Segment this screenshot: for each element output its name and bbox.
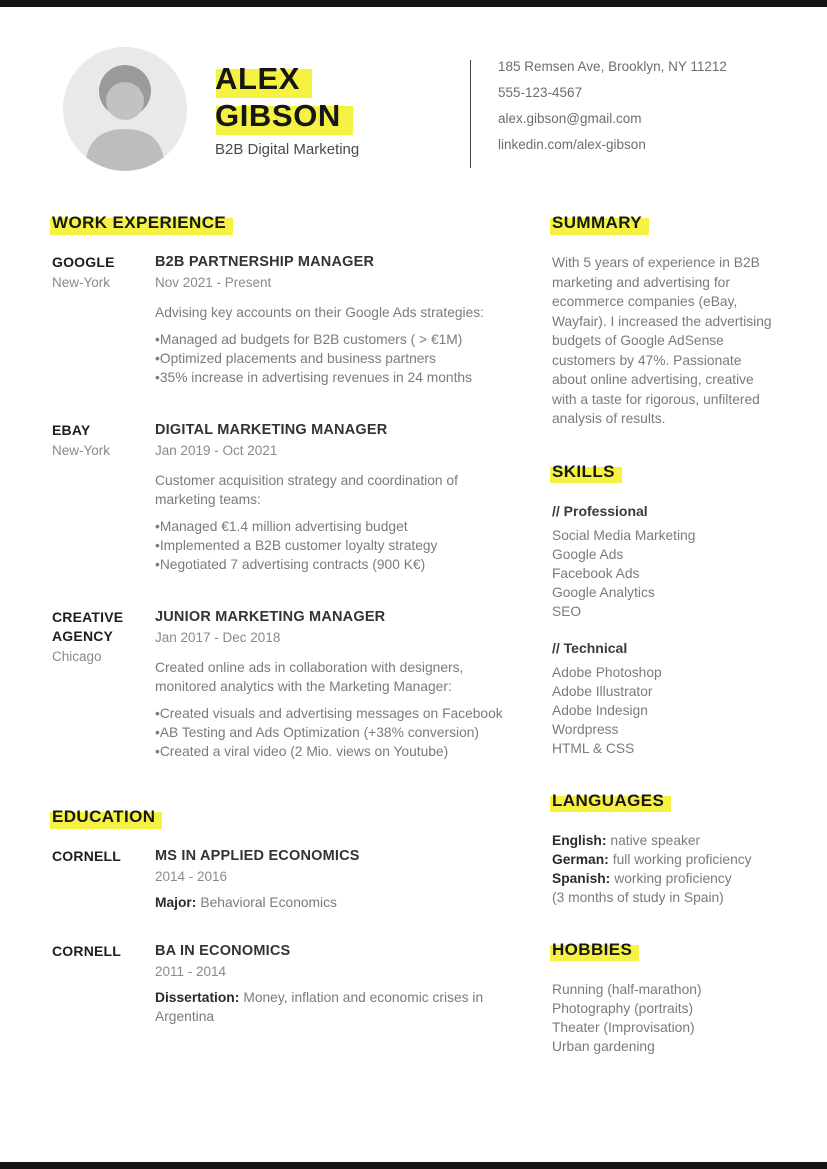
- contact-email: alex.gibson@gmail.com: [498, 111, 642, 126]
- summary-heading: SUMMARY: [552, 213, 642, 232]
- skill-item: Social Media Marketing: [552, 527, 696, 543]
- skill-group-technical: [552, 639, 776, 758]
- skill-item: Adobe Indesign: [552, 702, 648, 718]
- header: [0, 0, 827, 171]
- skill-item: HTML & CSS: [552, 740, 635, 756]
- skill-item: Google Analytics: [552, 584, 655, 600]
- person-silhouette-icon: [63, 47, 187, 171]
- company-location: Chicago: [52, 649, 102, 664]
- education-heading: EDUCATION: [52, 807, 156, 826]
- main-column: [52, 213, 515, 1089]
- language-level: full working proficiency: [612, 851, 752, 867]
- education-entry-ba: [52, 942, 515, 1026]
- person-name: [215, 60, 462, 134]
- job-bullet: • Optimized placements and business partners: [155, 349, 515, 368]
- language-line: [552, 888, 776, 907]
- job-side: [52, 421, 155, 574]
- company-location: New-York: [52, 275, 111, 290]
- job-bullet: • Created visuals and advertising messages on Facebook: [155, 704, 515, 723]
- education-side: [52, 942, 155, 1026]
- hobby-item: Photography (portraits): [552, 1000, 694, 1016]
- degree-detail-label: Major:: [155, 895, 197, 910]
- company-name: CREATIVE AGENCY: [52, 609, 124, 644]
- job-bullet: • Managed ad budgets for B2B customers ( > €1M): [155, 330, 515, 349]
- job-entry-creative-agency: [52, 608, 515, 761]
- job-dates: Jan 2017 - Dec 2018: [155, 630, 281, 645]
- education-main: [155, 942, 515, 1026]
- profile-photo: [63, 47, 187, 171]
- name-block: [215, 47, 462, 158]
- job-title: JUNIOR MARKETING MANAGER: [155, 609, 386, 625]
- job-dates: Nov 2021 - Present: [155, 275, 272, 290]
- job-bullet-list: [155, 704, 515, 761]
- skill-item: Adobe Photoshop: [552, 664, 662, 680]
- skill-item: Facebook Ads: [552, 565, 640, 581]
- hobbies-section: [552, 940, 776, 1056]
- skill-item: SEO: [552, 603, 582, 619]
- job-side: [52, 608, 155, 761]
- company-name: GOOGLE: [52, 254, 115, 270]
- school-name: CORNELL: [52, 943, 122, 959]
- job-intro: Created online ads in collaboration with designers, monitored analytics with the Marketing Manager:: [155, 660, 464, 694]
- job-bullet-list: [155, 330, 515, 387]
- job-title: B2B PARTNERSHIP MANAGER: [155, 254, 375, 270]
- language-level: (3 months of study in Spain): [552, 889, 724, 905]
- summary-section: [552, 213, 776, 429]
- degree-detail-text: Behavioral Economics: [200, 895, 337, 910]
- education-entry-ms: [52, 847, 515, 912]
- job-bullet: • Negotiated 7 advertising contracts (900 K€): [155, 555, 515, 574]
- job-intro: Advising key accounts on their Google Ads strategies:: [155, 305, 485, 320]
- contact-linkedin: linkedin.com/alex-gibson: [498, 137, 646, 152]
- job-bullet: • Implemented a B2B customer loyalty strategy: [155, 536, 515, 555]
- job-entry-ebay: [52, 421, 515, 574]
- first-name: ALEX: [215, 61, 301, 96]
- company-name: EBAY: [52, 422, 91, 438]
- degree-dates: 2014 - 2016: [155, 869, 228, 884]
- job-bullet: • Managed €1.4 million advertising budget: [155, 517, 515, 536]
- school-name: CORNELL: [52, 848, 122, 864]
- job-intro: Customer acquisition strategy and coordination of marketing teams:: [155, 473, 458, 507]
- language-level: native speaker: [610, 832, 701, 848]
- skill-group-professional: [552, 502, 776, 621]
- resume-body: [0, 171, 827, 1089]
- sidebar-column: [552, 213, 776, 1089]
- contact-address: 185 Remsen Ave, Brooklyn, NY 11212: [498, 59, 727, 74]
- job-entry-google: [52, 253, 515, 387]
- education-main: [155, 847, 515, 912]
- bottom-accent-bar: [0, 1162, 827, 1169]
- language-line: [552, 831, 776, 850]
- summary-text: With 5 years of experience in B2B marketing and advertising for ecommerce companies (eBay, Wayfair). I increased the advertising budgets of Google AdSense customers by 47%. Passionate about online advertising, creative with a taste for rigorous, unfiltered analysis of results.: [552, 255, 772, 426]
- language-level: working proficiency: [614, 870, 732, 886]
- job-bullet: • AB Testing and Ads Optimization (+38% conversion): [155, 723, 515, 742]
- language-line: [552, 869, 776, 888]
- job-side: [52, 253, 155, 387]
- last-name: GIBSON: [215, 98, 341, 133]
- company-location: New-York: [52, 443, 111, 458]
- language-name: Spanish:: [552, 870, 611, 886]
- skills-heading: SKILLS: [552, 461, 615, 481]
- job-title: DIGITAL MARKETING MANAGER: [155, 422, 388, 438]
- job-bullet-list: [155, 517, 515, 574]
- job-headline: B2B Digital Marketing: [215, 141, 360, 158]
- job-bullet: • 35% increase in advertising revenues in 24 months: [155, 368, 515, 387]
- job-main: [155, 253, 515, 387]
- job-main: [155, 421, 515, 574]
- skills-section: [552, 462, 776, 758]
- skill-item: Google Ads: [552, 546, 624, 562]
- hobbies-heading: HOBBIES: [552, 939, 633, 959]
- skill-item: Adobe Illustrator: [552, 683, 653, 699]
- top-accent-bar: [0, 0, 827, 7]
- degree-detail-label: Dissertation:: [155, 990, 240, 1005]
- language-name: German:: [552, 851, 609, 867]
- degree-detail: [155, 988, 515, 1026]
- job-bullet: • Created a viral video (2 Mio. views on Youtube): [155, 742, 515, 761]
- hobby-item: Urban gardening: [552, 1038, 655, 1054]
- work-experience-heading: WORK EXPERIENCE: [52, 213, 227, 232]
- languages-section: [552, 791, 776, 907]
- skill-group-label: // Professional: [552, 502, 648, 519]
- skill-group-label: // Technical: [552, 639, 628, 656]
- degree-title: BA IN ECONOMICS: [155, 943, 291, 959]
- contact-info: [498, 47, 727, 164]
- degree-title: MS IN APPLIED ECONOMICS: [155, 848, 360, 864]
- hobby-item: Theater (Improvisation): [552, 1019, 695, 1035]
- job-main: [155, 608, 515, 761]
- language-name: English:: [552, 832, 607, 848]
- education-side: [52, 847, 155, 912]
- degree-detail-text: Money, inflation and economic crises in Argentina: [155, 990, 484, 1024]
- hobby-item: Running (half-marathon): [552, 981, 702, 997]
- job-dates: Jan 2019 - Oct 2021: [155, 443, 278, 458]
- contact-phone: 555-123-4567: [498, 85, 583, 100]
- degree-detail: [155, 893, 515, 912]
- language-line: [552, 850, 776, 869]
- degree-dates: 2011 - 2014: [155, 964, 227, 979]
- education-section: [52, 807, 515, 1026]
- skill-item: Wordpress: [552, 721, 619, 737]
- header-divider: [470, 60, 471, 168]
- languages-heading: LANGUAGES: [552, 790, 665, 810]
